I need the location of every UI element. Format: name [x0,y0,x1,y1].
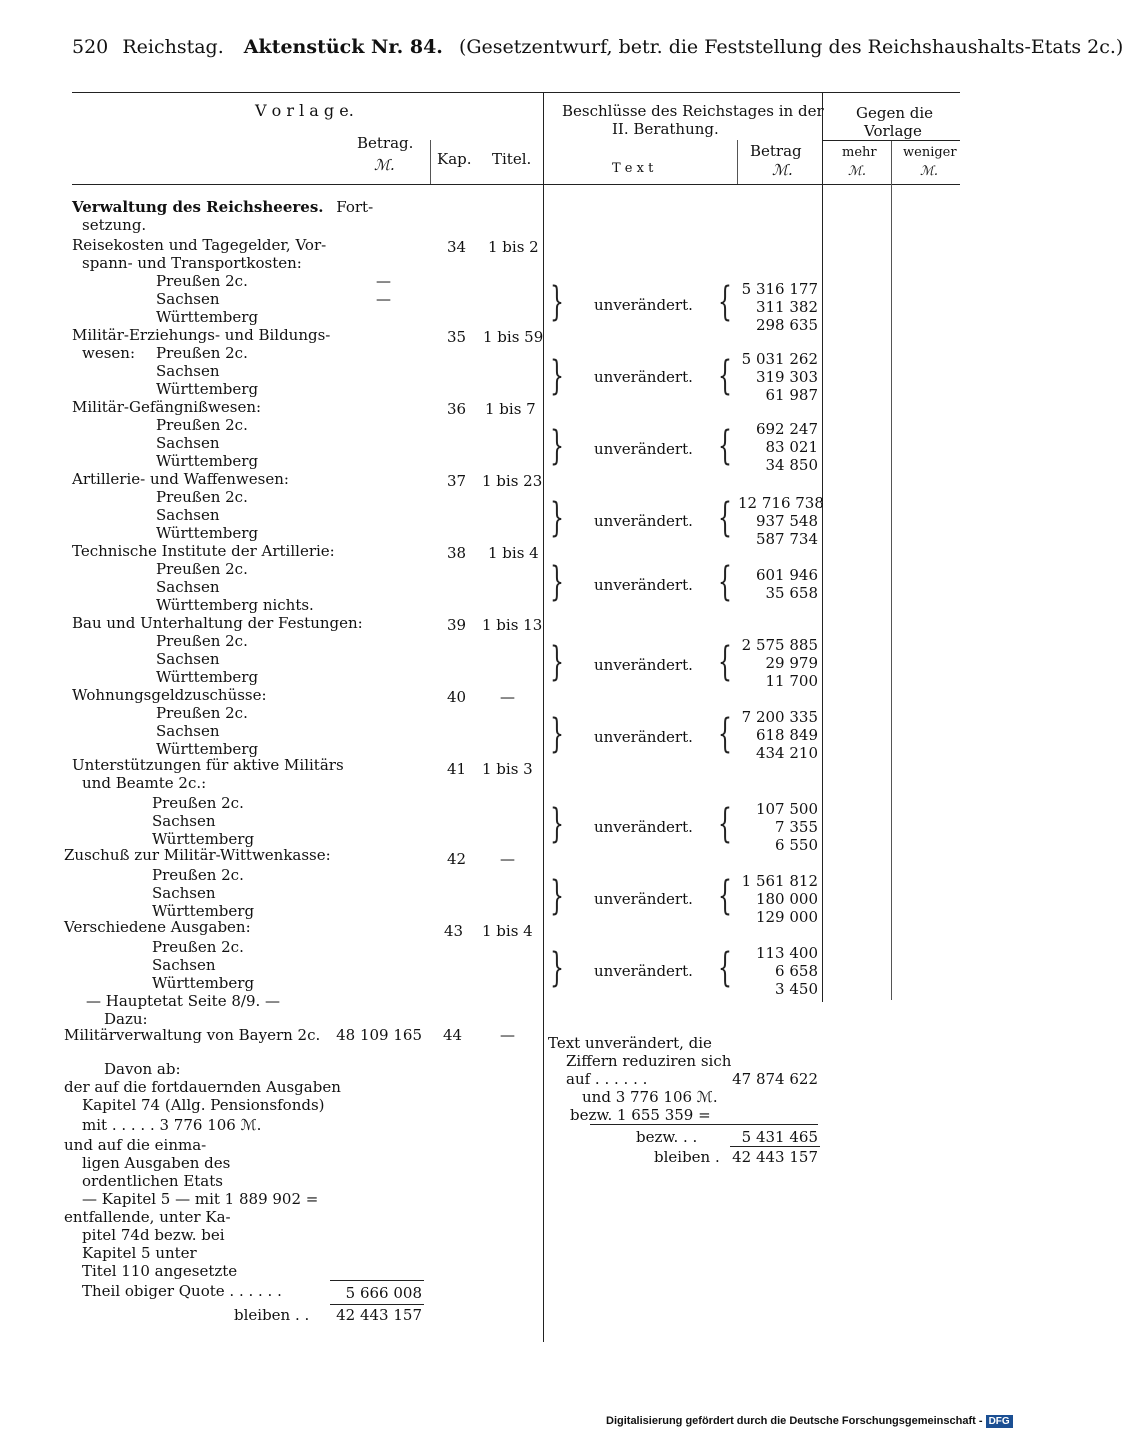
group-title: Zuschuß zur Militär-Wittwenkasse: [64,846,331,864]
brace-left: } [550,559,564,605]
value: 587 734 [755,530,818,548]
brace-right: { [718,495,732,541]
rnote-line: Ziffern reduziren sich [566,1052,732,1070]
value: 5 031 262 [741,350,818,368]
value: 34 850 [765,456,818,474]
rnote-line: Text unverändert, die [548,1034,712,1052]
footer-text: Digitalisierung gefördert durch die Deutsche Forschungsgemeinschaft - [606,1415,983,1427]
state-preussen: Preußen 2c. [152,866,244,884]
col-gegen-2: Vorlage [864,122,922,140]
brace-right: { [718,801,732,847]
value: 11 700 [765,672,818,690]
page-header [72,36,1123,58]
note-line: ligen Ausgaben des [82,1154,231,1172]
brace-right: { [718,639,732,685]
state-preussen: Preußen 2c. [152,794,244,812]
note-value: 42 443 157 [336,1306,422,1324]
group-title: Bau und Unterhaltung der Festungen: [72,614,363,632]
brace-right: { [718,711,732,757]
unchanged-text: unverändert. [594,728,693,746]
state-wuerttemberg: Württemberg [156,452,259,470]
brace-left: } [550,639,564,685]
rule [330,1304,424,1305]
state-wuerttemberg: Württemberg [152,830,255,848]
table-header-rule [72,184,960,185]
brace-left: } [550,801,564,847]
unchanged-text: unverändert. [594,656,693,674]
state-wuerttemberg: Württemberg [156,308,259,326]
state-sachsen: Sachsen [156,290,220,308]
value: 83 021 [765,438,818,456]
value: 1 561 812 [741,872,818,890]
group-titel: 1 bis 7 [485,400,536,418]
betrag-dash: — [376,290,391,308]
page-number: 520 [72,36,109,58]
group-titel: 1 bis 23 [482,472,543,490]
bayern-titel: — [500,1026,515,1044]
state-wuerttemberg: Württemberg [152,974,255,992]
rnote-line: bezw. 1 655 359 = [570,1106,711,1124]
brace-left: } [550,353,564,399]
unchanged-text: unverändert. [594,962,693,980]
value: 319 303 [755,368,818,386]
state-sachsen: Sachsen [156,434,220,452]
unchanged-text: unverändert. [594,440,693,458]
state-wuerttemberg: Württemberg [156,524,259,542]
group-titel: 1 bis 13 [482,616,543,634]
section-title-text: Verwaltung des Reichsheeres. [72,198,324,216]
value: 434 210 [755,744,818,762]
group-title: Unterstützungen für aktive Militärs [72,756,344,774]
group-kap: 38 [447,544,467,562]
group-kap: 42 [447,850,467,868]
col-mehr: mehr [842,145,877,160]
col-titel: Titel. [492,150,532,168]
bayern-betrag: 48 109 165 [336,1026,422,1044]
brace-left: } [550,711,564,757]
main-divider [543,92,544,1342]
note-line: der auf die fortdauernden Ausgaben [64,1078,341,1096]
unchanged-text: unverändert. [594,512,693,530]
unchanged-text: unverändert. [594,576,693,594]
group-titel: 1 bis 59 [483,328,544,346]
rule [330,1280,424,1281]
col-betrag: Betrag. [357,134,414,152]
state-preussen: Preußen 2c. [156,488,248,506]
brace-left: } [550,495,564,541]
state-wuerttemberg: Württemberg [156,668,259,686]
betrag-dash: — [376,272,391,290]
state-preussen: Preußen 2c. [156,344,248,362]
header-body: Reichstag. [122,36,224,58]
state-sachsen: Sachsen [156,578,220,596]
header-doc: Aktenstück Nr. 84. [243,36,443,58]
brace-left: } [550,279,564,325]
value: 7 355 [775,818,818,836]
value: 113 400 [755,944,818,962]
gegen-divider [822,92,823,1002]
col-beschluesse-2: II. Berathung. [612,120,719,138]
note-line: entfallende, unter Ka- [64,1208,231,1226]
section-cont-2: setzung. [82,216,147,234]
brace-left: } [550,423,564,469]
value: 311 382 [755,298,818,316]
group-title: Technische Institute der Artillerie: [72,542,335,560]
note-line: ordentlichen Etats [82,1172,223,1190]
group-title: Artillerie- und Waffenwesen: [72,470,289,488]
brace-right: { [718,559,732,605]
group-titel: 1 bis 4 [488,544,539,562]
group-kap: 41 [447,760,467,778]
group-title: Reisekosten und Tagegelder, Vor- [72,236,327,254]
value: 692 247 [755,420,818,438]
group-titel: 1 bis 3 [482,760,533,778]
brace-right: { [718,873,732,919]
col-betrag-2-unit: ℳ. [772,161,793,179]
state-sachsen: Sachsen [156,722,220,740]
col-kap: Kap. [437,150,472,168]
state-sachsen: Sachsen [152,812,216,830]
rnote-line: und 3 776 106 ℳ. [582,1088,718,1106]
section-title [72,198,373,216]
value: 107 500 [755,800,818,818]
rnote-line: bleiben . [654,1148,720,1166]
state-preussen: Preußen 2c. [156,272,248,290]
unchanged-text: unverändert. [594,296,693,314]
group-title-2: spann- und Transportkosten: [82,254,302,272]
state-sachsen: Sachsen [152,884,216,902]
value: 61 987 [765,386,818,404]
state-sachsen: Sachsen [156,650,220,668]
group-title: Militär-Gefängnißwesen: [72,398,262,416]
value: 7 200 335 [741,708,818,726]
group-title-2: wesen: [82,344,136,362]
footer-credit [606,1415,1013,1427]
value: 12 716 738 [738,494,824,512]
value: 601 946 [755,566,818,584]
value: 5 316 177 [741,280,818,298]
text-betrag-divider [737,140,738,184]
col-betrag-2: Betrag [750,142,802,160]
value: 180 000 [755,890,818,908]
col-betrag-unit: ℳ. [374,156,395,174]
group-kap: 37 [447,472,467,490]
group-title: Wohnungsgeldzuschüsse: [72,686,267,704]
brace-right: { [718,279,732,325]
value: 2 575 885 [741,636,818,654]
group-title-2: und Beamte 2c.: [82,774,207,792]
note-line: Titel 110 angesetzte [82,1262,238,1280]
state-sachsen: Sachsen [156,362,220,380]
state-sachsen: Sachsen [156,506,220,524]
group-kap: 43 [444,922,464,940]
value: 298 635 [755,316,818,334]
col-gegen: Gegen die [856,104,934,122]
hauptetat-note: — Hauptetat Seite 8/9. — [86,992,281,1010]
state-preussen: Preußen 2c. [156,416,248,434]
rnote-value: 5 431 465 [741,1128,818,1146]
header-subject: (Gesetzentwurf, betr. die Feststellung des Reichshaushalts-Etats 2c.) [458,36,1123,58]
brace-left: } [550,873,564,919]
state-preussen: Preußen 2c. [156,632,248,650]
group-titel: — [500,688,515,706]
col-beschluesse: Beschlüsse des Reichstages in der [562,102,824,120]
state-sachsen: Sachsen [152,956,216,974]
mehr-weniger-divider [891,140,892,1000]
note-line: pitel 74d bezw. bei [82,1226,225,1244]
note-line: Kapitel 5 unter [82,1244,197,1262]
note-line: Theil obiger Quote . . . . . . [82,1282,282,1300]
brace-right: { [718,423,732,469]
col-mehr-unit: ℳ. [848,164,867,179]
group-title: Verschiedene Ausgaben: [64,918,251,936]
group-kap: 36 [447,400,467,418]
bayern-kap: 44 [443,1026,463,1044]
rnote-value: 47 874 622 [732,1070,818,1088]
value: 29 979 [765,654,818,672]
col-weniger: weniger [903,145,957,160]
note-line: — Kapitel 5 — mit 1 889 902 = [82,1190,319,1208]
unchanged-text: unverändert. [594,818,693,836]
state-wuerttemberg: Württemberg [152,902,255,920]
state-preussen: Preußen 2c. [156,560,248,578]
rnote-value: 42 443 157 [732,1148,818,1166]
rule [730,1146,820,1147]
value: 129 000 [755,908,818,926]
value: 618 849 [755,726,818,744]
brace-right: { [718,945,732,991]
brace-right: { [718,353,732,399]
note-value: 5 666 008 [345,1284,422,1302]
value: 937 548 [755,512,818,530]
section-cont: Fort- [336,198,374,216]
state-preussen: Preußen 2c. [152,938,244,956]
state-wuerttemberg: Württemberg [156,380,259,398]
note-davon: Davon ab: [104,1060,181,1078]
rnote-line: auf . . . . . . [566,1070,648,1088]
unchanged-text: unverändert. [594,890,693,908]
table-top-rule [72,92,960,93]
bayern-label: Militärverwaltung von Bayern 2c. [64,1026,321,1044]
value: 3 450 [775,980,818,998]
note-line: und auf die einma- [64,1136,207,1154]
group-kap: 35 [447,328,467,346]
col-weniger-unit: ℳ. [920,164,939,179]
dfg-logo: DFG [986,1415,1013,1428]
value: 6 550 [775,836,818,854]
group-titel: 1 bis 2 [488,238,539,256]
col-vorlage: V o r l a g e. [255,101,354,120]
state-preussen: Preußen 2c. [156,704,248,722]
value: 6 658 [775,962,818,980]
rule [590,1124,818,1125]
brace-left: } [550,945,564,991]
group-kap: 40 [447,688,467,706]
state-wuerttemberg: Württemberg [156,740,259,758]
group-titel: 1 bis 4 [482,922,533,940]
note-line: mit . . . . . 3 776 106 ℳ. [82,1116,262,1134]
dazu-label: Dazu: [104,1010,148,1028]
betrag-kap-divider [430,140,431,184]
gegen-subrule [822,140,960,141]
state-wuerttemberg-none: Württemberg nichts. [156,596,314,614]
unchanged-text: unverändert. [594,368,693,386]
group-title: Militär-Erziehungs- und Bildungs- [72,326,331,344]
group-kap: 34 [447,238,467,256]
rnote-line: bezw. . . [636,1128,698,1146]
group-titel: — [500,850,515,868]
group-kap: 39 [447,616,467,634]
value: 35 658 [765,584,818,602]
col-text: T e x t [612,161,654,176]
note-line: bleiben . . [234,1306,310,1324]
note-line: Kapitel 74 (Allg. Pensionsfonds) [82,1096,325,1114]
